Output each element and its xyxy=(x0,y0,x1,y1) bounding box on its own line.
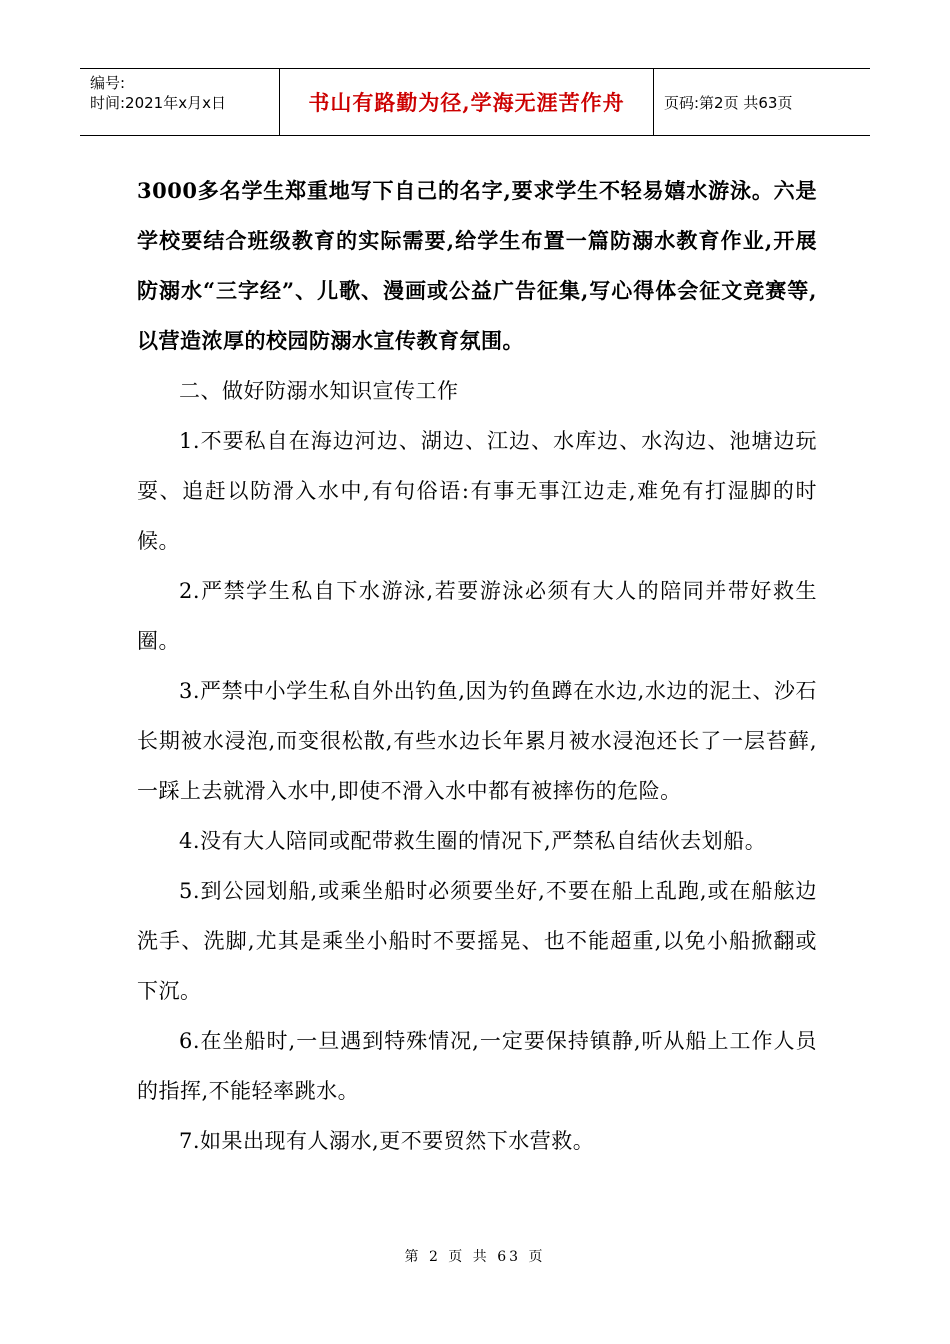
document-time-label: 时间:2021年x月x日 xyxy=(90,94,226,112)
page-footer: 第 2 页 共 63 页 xyxy=(404,1249,546,1265)
header-meta xyxy=(80,69,280,135)
list-item-1: 1.不要私自在海边河边、湖边、江边、水库边、水沟边、池塘边玩耍、追赶以防滑入水中,有句俗语:有事无事江边走,难免有打湿脚的时候。 xyxy=(137,429,817,553)
document-body xyxy=(137,166,817,1166)
document-number-label: 编号: xyxy=(90,74,126,92)
paragraph-continued: 3000多名学生郑重地写下自己的名字,要求学生不轻易嬉水游泳。六是学校要结合班级教育的实际需要,给学生布置一篇防溺水教育作业,开展防溺水“三字经”、儿歌、漫画或公益广告征集,写心得体会征文竞赛等,以营造浓厚的校园防溺水宣传教育氛围。 xyxy=(137,178,817,353)
section-heading: 二、做好防溺水知识宣传工作 xyxy=(179,379,459,403)
page-header xyxy=(80,68,870,136)
list-item-5: 5.到公园划船,或乘坐船时必须要坐好,不要在船上乱跑,或在船舷边洗手、洗脚,尤其是乘坐小船时不要摇晃、也不能超重,以免小船掀翻或下沉。 xyxy=(137,879,817,1003)
list-item-6: 6.在坐船时,一旦遇到特殊情况,一定要保持镇静,听从船上工作人员的指挥,不能轻率跳水。 xyxy=(137,1029,817,1103)
list-item-3: 3.严禁中小学生私自外出钓鱼,因为钓鱼蹲在水边,水边的泥土、沙石长期被水浸泡,而变很松散,有些水边长年累月被水浸泡还长了一层苔藓,一踩上去就滑入水中,即使不滑入水中都有被摔伤的危险。 xyxy=(137,679,817,803)
list-item-7: 7.如果出现有人溺水,更不要贸然下水营救。 xyxy=(179,1129,595,1153)
list-item-4: 4.没有大人陪同或配带救生圈的情况下,严禁私自结伙去划船。 xyxy=(179,829,767,853)
list-item-2: 2.严禁学生私自下水游泳,若要游泳必须有大人的陪同并带好救生圈。 xyxy=(137,579,817,653)
header-motto: 书山有路勤为径,学海无涯苦作舟 xyxy=(280,69,654,135)
header-page-info: 页码:第2页 共63页 xyxy=(664,93,793,112)
